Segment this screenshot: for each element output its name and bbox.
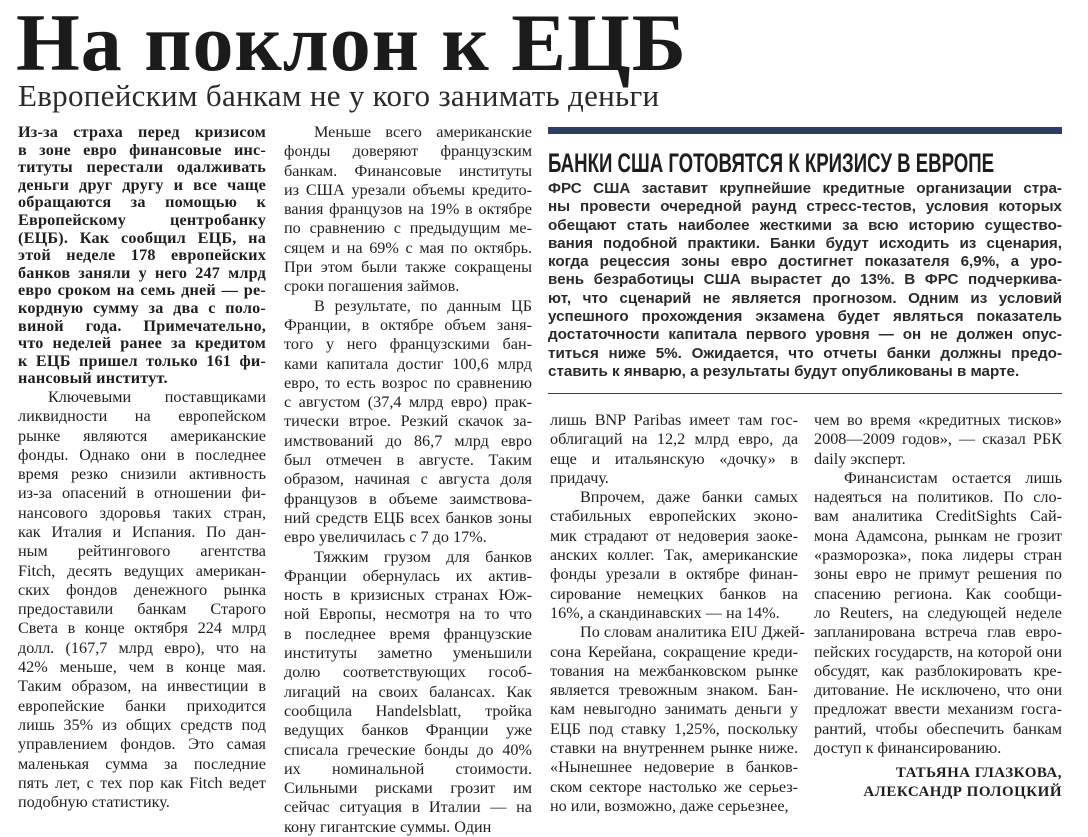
sidebar-text-line: обещают стать наиболее жесткими за всю историю существо- bbox=[548, 216, 1062, 234]
text-line: кону гигантские суммы. Один bbox=[284, 817, 492, 836]
text-line: французов в объеме заимствова- bbox=[284, 489, 532, 508]
paragraph bbox=[550, 411, 798, 488]
text-line: (ЕЦБ). Как сообщил ЕЦБ, на bbox=[18, 228, 266, 247]
text-line: ками капитала достиг 100,6 млрд bbox=[284, 354, 532, 373]
text-line: придачу. bbox=[550, 468, 609, 487]
text-line: 42% меньше, чем в конце мая. bbox=[18, 658, 266, 677]
text-line: запланирована встреча глав евро- bbox=[814, 623, 1062, 642]
text-line: 2008—2009 годов», — сказал РБК bbox=[814, 430, 1062, 449]
text-line: «разморозка», пока лидеры стран bbox=[814, 546, 1062, 565]
text-line: евро увеличилась с 7 до 17%. bbox=[284, 528, 487, 547]
text-line: вания французов на 19% в октябре bbox=[284, 200, 532, 219]
text-line: в зоне евро финансовые инс- bbox=[18, 140, 266, 159]
text-line: того у него французскими бан- bbox=[284, 335, 532, 354]
sidebar-heading: БАНКИ США ГОТОВЯТСЯ К КРИЗИСУ В ЕВРОПЕ bbox=[548, 148, 995, 178]
sidebar-text-line: ставить к январю, а результаты будут опубликованы в марте. bbox=[548, 362, 1020, 380]
paragraph bbox=[18, 388, 266, 813]
text-line: кордную сумму за два с поло- bbox=[18, 298, 266, 317]
text-line: Сильными рисками грозит им bbox=[284, 779, 532, 798]
sidebar-box bbox=[548, 127, 1062, 394]
text-line: Франции, в октябре объем заня- bbox=[284, 315, 532, 334]
text-line: списала греческие бонды до 40% bbox=[284, 740, 532, 759]
text-line: из-за опасений в отношении фи- bbox=[18, 484, 266, 503]
text-line: их номинальной стоимости. bbox=[284, 759, 532, 778]
text-line: банкам. Финансовые институты bbox=[284, 161, 532, 180]
text-line: еще и итальянскую «дочку» в bbox=[550, 449, 798, 468]
text-line: был отмечен в августе. Таким bbox=[284, 451, 532, 470]
paragraph bbox=[550, 488, 798, 623]
text-line: обращаются за помощью к bbox=[18, 193, 266, 212]
text-line: ских фондов денежного рынка bbox=[18, 580, 266, 599]
text-line: Финансистам остается лишь bbox=[844, 468, 1062, 487]
text-line: рынке являются американские bbox=[18, 426, 266, 445]
text-line: Ключевыми поставщиками bbox=[48, 387, 266, 406]
text-line: ведущих банков Франции уже bbox=[284, 721, 532, 740]
text-line: из США урезали объемы кредито- bbox=[284, 180, 532, 199]
text-line: дитование. Не исключено, что они bbox=[814, 681, 1062, 700]
text-line: евро, то есть возрос по сравнению bbox=[284, 373, 532, 392]
text-line: Тяжким грузом для банков bbox=[314, 547, 532, 566]
text-line: нансового здоровья таких стран, bbox=[18, 503, 266, 522]
sidebar-top-bar bbox=[548, 127, 1062, 134]
text-line: сирование немецких банков на bbox=[550, 584, 798, 603]
article-subtitle: Европейским банкам не у кого занимать деньги bbox=[18, 78, 660, 113]
text-line: образом, начиная с августа доля bbox=[284, 470, 532, 489]
text-line: управлением фондов. Это самая bbox=[18, 735, 266, 754]
text-line: время резко снизили активность bbox=[18, 465, 266, 484]
article-title: На поклон к ЕЦБ bbox=[16, 0, 687, 88]
text-line: является тревожным знаком. Бан- bbox=[550, 681, 798, 700]
paragraph bbox=[550, 623, 805, 816]
text-line: долл. (167,7 млрд евро), что на bbox=[18, 638, 266, 657]
text-line: что неделей ранее за кредитом bbox=[18, 334, 266, 353]
text-line: мона Адамсона, рынкам не грозит bbox=[814, 526, 1062, 545]
text-line: тования на межбанковском рынке bbox=[550, 661, 798, 680]
text-line: облигаций на 12,2 млрд евро, да bbox=[550, 430, 798, 449]
text-line: Впрочем, даже банки самых bbox=[580, 488, 798, 507]
text-line: чем во время «кредитных тисков» bbox=[814, 411, 1062, 429]
sidebar-text-line: ФРС США заставит крупнейшие кредитные организации стра- bbox=[548, 180, 1062, 197]
text-line: ЕЦБ под ставку 1,25%, поскольку bbox=[550, 719, 798, 738]
text-line: сона Керейана, сокращение креди- bbox=[550, 642, 798, 661]
text-line: Франции обернулась их актив- bbox=[284, 566, 532, 585]
text-line: тически втрое. Резкий скачок за- bbox=[284, 412, 532, 431]
text-line: маленькая сумма за последние bbox=[18, 754, 266, 773]
text-line: стабильных европейских эконо- bbox=[550, 507, 798, 526]
text-line: ло Reuters, на следующей неделе bbox=[814, 603, 1062, 622]
text-line: с августом (37,4 млрд евро) прак- bbox=[284, 393, 532, 412]
sidebar-text-line: достаточности капитала первого уровня — он не должен опус- bbox=[548, 326, 1062, 344]
text-line: лишь 35% из общих средств под bbox=[18, 715, 266, 734]
sidebar-text-line: когда рецессия зоны евро достигнет показателя 6,9%, а уро- bbox=[548, 253, 1062, 271]
article-column-2 bbox=[284, 123, 532, 837]
text-line: лишь BNP Paribas имеет там гос- bbox=[550, 411, 798, 429]
text-line: этой неделе 178 европейских bbox=[18, 246, 266, 265]
text-line: лигаций на своих балансах. Как bbox=[284, 682, 532, 701]
text-line: В результате, по данным ЦБ bbox=[314, 296, 532, 315]
text-line: евро сроком на семь дней — ре- bbox=[18, 281, 266, 300]
text-line: фонды урезали в октябре финан- bbox=[550, 565, 798, 584]
text-line: рантий, чтобы обеспечить банкам bbox=[814, 719, 1062, 738]
text-line: виной года. Примечательно, bbox=[18, 316, 266, 335]
text-line: ной Европы, несмотря на то что bbox=[284, 605, 532, 624]
sidebar-text-line: вания подобной практики. Банки будут исходить из сценария, bbox=[548, 234, 1062, 252]
text-line: в последнее время французские bbox=[284, 624, 532, 643]
text-line: вам аналитика CreditSights Сай- bbox=[814, 507, 1062, 526]
text-line: европейские банки приходится bbox=[18, 696, 266, 715]
paragraph bbox=[814, 469, 1062, 758]
text-line: Европейскому центробанку bbox=[18, 210, 266, 229]
text-line: пять лет, с тех пор как Fitch ведет bbox=[18, 773, 266, 792]
text-line: ставки на внутреннем рынке ниже. bbox=[550, 739, 798, 758]
paragraph bbox=[814, 411, 1062, 469]
text-line: нансовый институт. bbox=[18, 369, 168, 388]
text-line: анских коллег. Так, американские bbox=[550, 546, 798, 565]
article-column-1 bbox=[18, 124, 266, 812]
text-line: ность в кризисных странах Юж- bbox=[284, 586, 532, 605]
text-line: При этом были также сокращены bbox=[284, 258, 532, 277]
text-line: сяцем и на 69% с мая по октябрь. bbox=[284, 238, 532, 257]
paragraph bbox=[284, 297, 532, 548]
sidebar-text-line: ны провести очередной раунд стресс-тестов, условия которых bbox=[548, 198, 1062, 216]
text-line: сообщила Handelsblatt, тройка bbox=[284, 701, 532, 720]
text-line: фонды. Однако они в последнее bbox=[18, 445, 266, 464]
text-line: титуты перестали одалживать bbox=[18, 158, 266, 177]
text-line: Из-за страха перед кризисом bbox=[18, 123, 266, 141]
text-line: подобную статистику. bbox=[18, 793, 170, 812]
text-line: сроки погашения займов. bbox=[284, 277, 460, 296]
text-line: к ЕЦБ пришел только 161 фи- bbox=[18, 351, 266, 370]
sidebar-text bbox=[548, 180, 1062, 381]
article-column-3 bbox=[550, 411, 805, 816]
text-line: предоставили банкам Старого bbox=[18, 600, 266, 619]
article-column-4 bbox=[814, 411, 1062, 758]
paragraph bbox=[284, 548, 532, 837]
text-line: По словам аналитика EIU Джей- bbox=[580, 623, 805, 642]
text-line: ным рейтингового агентства bbox=[18, 542, 266, 561]
text-line: «Нынешнее недоверие в банков- bbox=[550, 758, 798, 777]
text-line: ском секторе настолько же серьез- bbox=[550, 777, 798, 796]
text-line: Света в конце октября 224 млрд bbox=[18, 619, 266, 638]
text-line: деньги друг другу и все чаще bbox=[18, 175, 266, 194]
author-name: АЛЕКСАНДР ПОЛОЦКИЙ bbox=[863, 784, 1062, 800]
text-line: фонды доверяют французским bbox=[284, 142, 532, 161]
text-line: Fitch, десять ведущих американ- bbox=[18, 561, 266, 580]
text-line: долю соответствующих гособ- bbox=[284, 663, 532, 682]
text-line: доступ к финансированию. bbox=[814, 739, 1002, 758]
sidebar-text-line: титься ниже 5%. Ожидается, что отчеты банки должны предо- bbox=[548, 344, 1062, 362]
author-name: ТАТЬЯНА ГЛАЗКОВА, bbox=[895, 765, 1062, 781]
text-line: спасению региона. Как сообщи- bbox=[814, 584, 1062, 603]
sidebar-text-line: ют, что сценарий не является прогнозом. Одним из условий bbox=[548, 289, 1062, 307]
text-line: обсудят, как разблокировать кре- bbox=[814, 661, 1062, 680]
text-line: 16%, а скандинавских — на 14%. bbox=[550, 603, 780, 622]
text-line: институты заметно уменьшили bbox=[284, 644, 532, 663]
text-line: Меньше всего американские bbox=[314, 123, 532, 141]
text-line: ний средств ЕЦБ всех банков зоны bbox=[284, 508, 532, 527]
text-line: но или, возможно, даже серьезнее, bbox=[550, 796, 789, 815]
text-line: сейчас ситуация в Италии — на bbox=[284, 798, 532, 817]
sidebar-text-line: успешного прохождения экзамена будет являться показатель bbox=[548, 308, 1062, 326]
text-line: как Италия и Испания. По дан- bbox=[18, 522, 266, 541]
text-line: daily эксперт. bbox=[814, 449, 906, 468]
text-line: кам невыгодно занимать деньги у bbox=[550, 700, 798, 719]
text-line: ликвидности на европейском bbox=[18, 407, 266, 426]
text-line: предложат ввести механизм госга- bbox=[814, 700, 1062, 719]
sidebar-text-line: вень безработицы США вырастет до 13%. В ФРС подчеркива- bbox=[548, 271, 1062, 289]
text-line: банков заняли у него 247 млрд bbox=[18, 263, 266, 282]
text-line: зоны евро не примут решения по bbox=[814, 565, 1062, 584]
text-line: мик страдают от недоверия заоке- bbox=[550, 526, 798, 545]
paragraph bbox=[284, 123, 532, 297]
author-signature bbox=[863, 764, 1062, 802]
text-line: пейских государств, на которой они bbox=[814, 642, 1062, 661]
lead-paragraph bbox=[18, 124, 266, 388]
text-line: надеяться на политиков. По сло- bbox=[814, 488, 1062, 507]
text-line: Таким образом, на инвестиции в bbox=[18, 677, 266, 696]
text-line: имствований до 86,7 млрд евро bbox=[284, 431, 532, 450]
text-line: по сравнению с предыдущим ме- bbox=[284, 219, 532, 238]
